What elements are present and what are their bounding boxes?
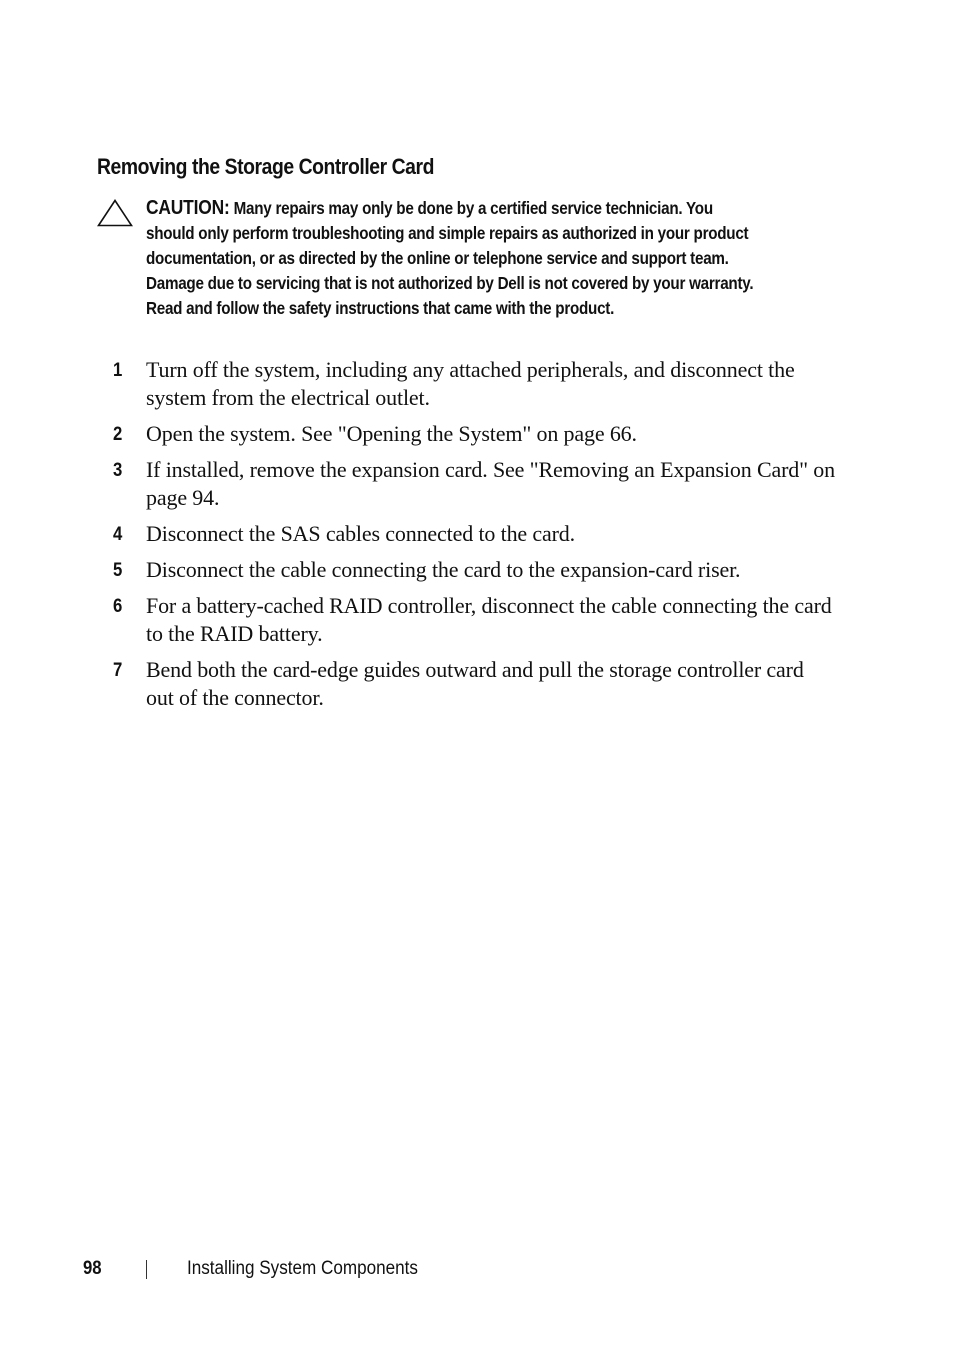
step-number: 1 (113, 360, 123, 381)
caution-label: CAUTION: (146, 197, 230, 219)
step-text: Disconnect the SAS cables connected to the card. (146, 521, 575, 546)
step-text: Turn off the system, including any attached peripherals, and disconnect the system from the electrical outlet. (146, 357, 795, 410)
step-text: Bend both the card-edge guides outward and pull the storage controller card out of the connector. (146, 657, 804, 710)
step-text: Disconnect the cable connecting the card to the expansion-card riser. (146, 557, 741, 582)
caution-text-block (146, 196, 755, 321)
step-number: 4 (113, 524, 123, 545)
step-number: 3 (113, 460, 123, 481)
section-title: Removing the Storage Controller Card (97, 154, 434, 179)
footer-chapter-title: Installing System Components (187, 1258, 418, 1279)
caution-body: Many repairs may only be done by a certified service technician. You should only perform troubleshooting and simple repairs as authorized in your product documentation, or as directed by the online or telephone service and support team. Damage due to servicing that is not authorized by Dell is not covered by your warranty. Read and follow the safety instructions that came with the product. (146, 198, 754, 318)
footer-divider (146, 1260, 147, 1279)
caution-triangle-icon (97, 199, 133, 227)
page-number: 98 (83, 1258, 102, 1279)
step-number: 6 (113, 596, 123, 617)
step-number: 5 (113, 560, 123, 581)
step-number: 2 (113, 424, 123, 445)
step-text: For a battery-cached RAID controller, disconnect the cable connecting the card to the RAID battery. (146, 593, 832, 646)
step-text: If installed, remove the expansion card. See "Removing an Expansion Card" on page 94. (146, 457, 835, 510)
step-text: Open the system. See "Opening the System" on page 66. (146, 421, 637, 446)
step-number: 7 (113, 660, 123, 681)
